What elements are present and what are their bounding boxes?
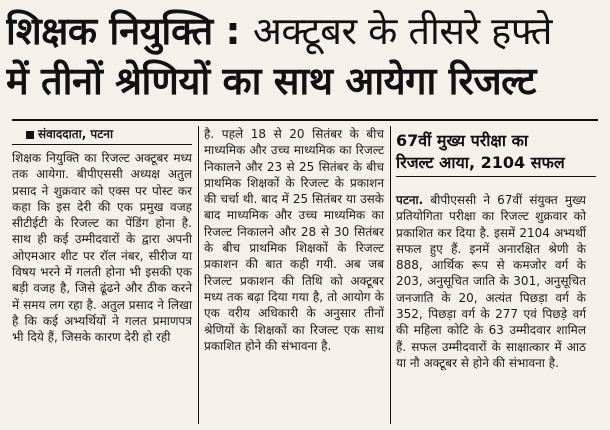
bullet-square-icon: [26, 131, 34, 139]
headline-line-2: में तीनों श्रेणियों का साथ आयेगा रिजल्ट: [6, 59, 536, 103]
article-column-1: [12, 150, 192, 346]
headline-rule: [12, 119, 598, 121]
side-story-heading-line-2: रिजल्ट आया, 2104 सफल: [396, 153, 565, 172]
article-paragraph: है. पहले 18 से 20 सितंबर के बीच माध्यमिक और उच्च माध्यमिक का रिजल्ट निकालने और 23 से 25 सितंबर के बीच प्राथमिक शिक्षकों के रिजल्ट के प्रकाशन की चर्चा थी. बाद में 25 सितंबर या उसके बाद माध्यमिक और उच्च माध्यमिक का रिजल्ट निकालने और 28 से 30 सितंबर के बीच प्राथमिक शिक्षकों के रिजल्ट प्रकाशन की बात कही गयी. अब जब रिजल्ट प्रकाशन की तिथि को अक्टूबर मध्य तक बढ़ा दिया गया है, तो आयोग के एक वरीय अधिकारी के अनुसार तीनों श्रेणियों के शिक्षकों का रिजल्ट एक साथ प्रकाशित होने की संभावना है.: [204, 127, 384, 353]
headline-line-1: [6, 6, 604, 56]
article-column-2: [204, 126, 384, 354]
dateline-text: संवाददाता, पटना: [38, 127, 114, 141]
dateline-rule: [12, 144, 192, 145]
side-story-rule: [396, 176, 596, 177]
side-story-heading-line-1: 67वीं मुख्य परीक्षा का: [396, 131, 529, 150]
headline-kicker: शिक्षक नियुक्ति :: [6, 9, 241, 53]
side-story-heading: [396, 130, 596, 174]
headline-line-1-rest: अक्टूबर के तीसरे हफ्ते: [252, 9, 552, 53]
side-story-lead: पटना.: [396, 193, 424, 207]
headline: [6, 6, 604, 106]
dateline: [26, 125, 113, 142]
side-story-paragraph: [396, 192, 586, 371]
side-story-body: [396, 192, 586, 371]
column-divider-2: [390, 126, 391, 424]
column-divider-1: [198, 126, 199, 424]
side-story-text: बीपीएससी ने 67वीं संयुक्त मुख्य प्रतियोगिता परीक्षा का रिजल्ट शुक्रवार को प्रकाशित कर दिया है. इसमें 2104 अभ्यर्थी सफल हुए हैं. इनमें अनारक्षित श्रेणी के 888, आर्थिक रूप से कमजोर वर्ग के 203, अनुसूचित जाति के 301, अनुसूचित जनजाति के 20, अत्यंत पिछड़ा वर्ग के 352, पिछड़ा वर्ग के 277 एवं पिछड़े वर्ग की महिला कोटि के 63 उम्मीदवार शामिल हैं. सफल उम्मीदवारों के साक्षात्कार में आठ या नौ अक्टूबर से होने की संभावना है.: [396, 193, 586, 370]
article-paragraph: शिक्षक नियुक्ति का रिजल्ट अक्टूबर मध्य तक आयेगा. बीपीएससी अध्यक्ष अतुल प्रसाद ने शुक्रवार को एक्स पर पोस्ट कर कहा कि इस देरी की एक प्रमुख वजह सीटीईटी के रिजल्ट का पेंडिंग होना है. साथ ही कई उम्मीदवारों के द्वारा अपनी ओएमआर शीट पर रॉल नंबर, सीरीज या विषय भरने में गलती होना भी इसकी एक बड़ी वजह है, जिसे ढूंढने और ठीक करने में समय लग रहा है. अतुल प्रसाद ने लिखा है कि कई अभ्यर्थियों ने गलत प्रमाणपत्र भी दिये हैं, जिसके कारण देरी हो रही: [12, 151, 192, 345]
